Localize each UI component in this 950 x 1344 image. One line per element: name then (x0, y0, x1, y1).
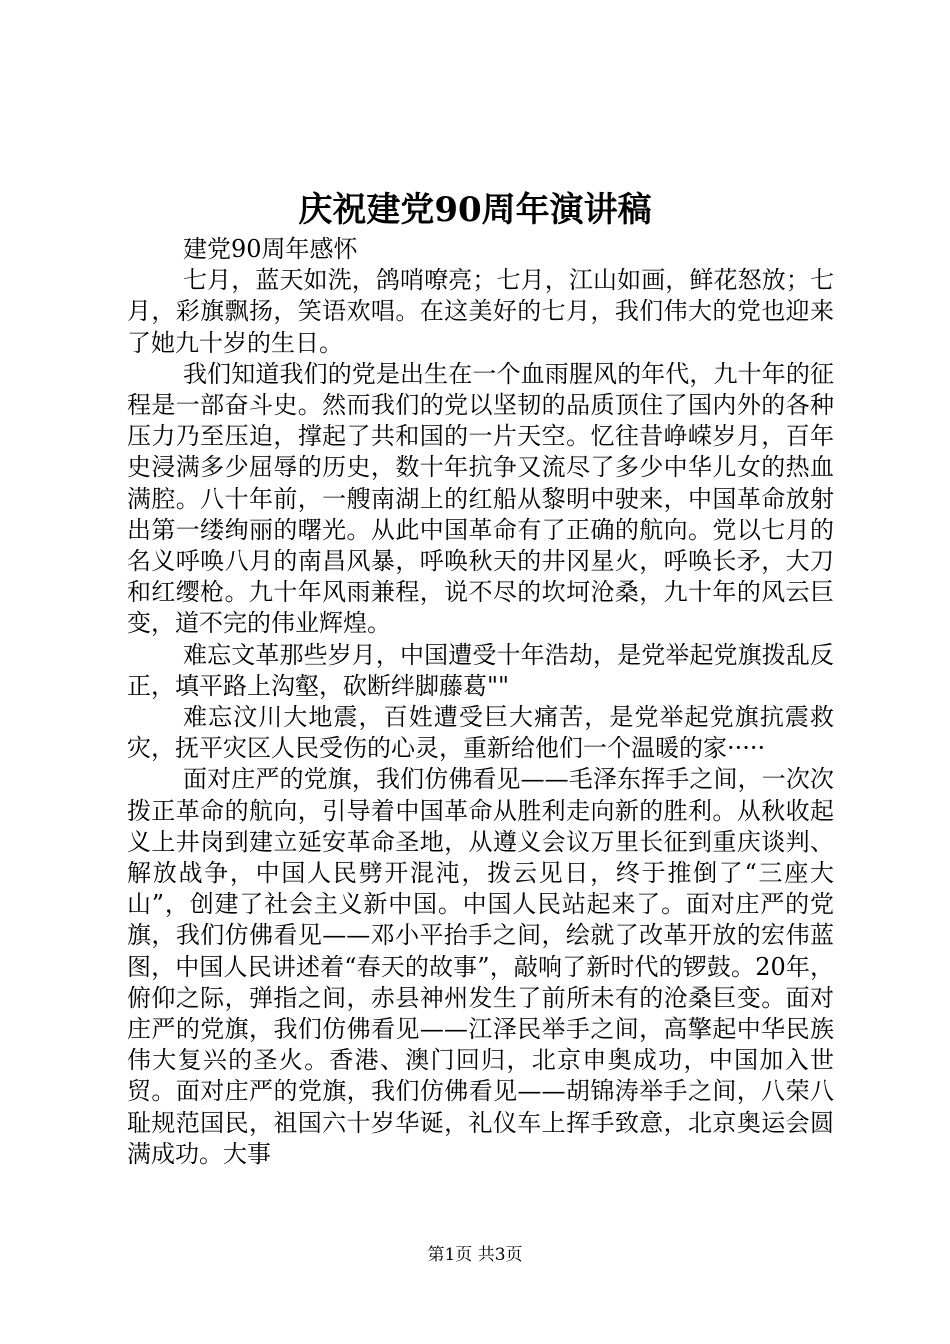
paragraph-4: 难忘汶川大地震，百姓遭受巨大痛苦，是党举起党旗抗震救灾，抚平灾区人民受伤的心灵，重新给他们一个温暖的家····· (127, 703, 834, 763)
paragraph-2: 我们知道我们的党是出生在一个血雨腥风的年代，九十年的征程是一部奋斗史。然而我们的党以坚韧的品质顶住了国内外的各种压力乃至压迫，撑起了共和国的一片天空。忆往昔峥嵘岁月，百年史浸满多少屈辱的历史，数十年抗争又流尽了多少中华儿女的热血满腔。八十年前，一艘南湖上的红船从黎明中驶来，中国革命放射出第一缕绚丽的曙光。从此中国革命有了正确的航向。党以七月的名义呼唤八月的南昌风暴，呼唤秋天的井冈星火，呼唤长矛，大刀和红缨枪。九十年风雨兼程，说不尽的坎坷沧桑，九十年的风云巨变，道不完的伟业辉煌。 (127, 359, 834, 638)
document-body (127, 234, 834, 1170)
page-footer: 第1页 共3页 (427, 1245, 523, 1265)
document-title: 庆祝建党90周年演讲稿 (298, 190, 652, 230)
document-subtitle: 建党90周年感怀 (183, 235, 358, 263)
paragraph-1: 七月，蓝天如洗，鸽哨嘹亮；七月，江山如画，鲜花怒放；七月，彩旗飘扬，笑语欢唱。在这美好的七月，我们伟大的党也迎来了她九十岁的生日。 (127, 266, 834, 357)
paragraph-5: 面对庄严的党旗，我们仿佛看见——毛泽东挥手之间，一次次拨正革命的航向，引导着中国革命从胜利走向新的胜利。从秋收起义上井岗到建立延安革命圣地，从遵义会议万里长征到重庆谈判、解放战争，中国人民劈开混沌，拨云见日，终于推倒了“三座大山”，创建了社会主义新中国。中国人民站起来了。面对庄严的党旗，我们仿佛看见——邓小平抬手之间，绘就了改革开放的宏伟蓝图，中国人民讲述着“春天的故事”，敲响了新时代的锣鼓。20年，俯仰之际，弹指之间，赤县神州发生了前所未有的沧桑巨变。面对庄严的党旗，我们仿佛看见——江泽民举手之间，高擎起中华民族伟大复兴的圣火。香港、澳门回归，北京申奥成功，中国加入世贸。面对庄严的党旗，我们仿佛看见——胡锦涛举手之间，八荣八耻规范国民，祖国六十岁华诞，礼仪车上挥手致意，北京奥运会圆满成功。大事 (127, 765, 834, 1168)
paragraph-3: 难忘文革那些岁月，中国遭受十年浩劫，是党举起党旗拨乱反正，填平路上沟壑，砍断绊脚藤葛"" (127, 640, 834, 700)
